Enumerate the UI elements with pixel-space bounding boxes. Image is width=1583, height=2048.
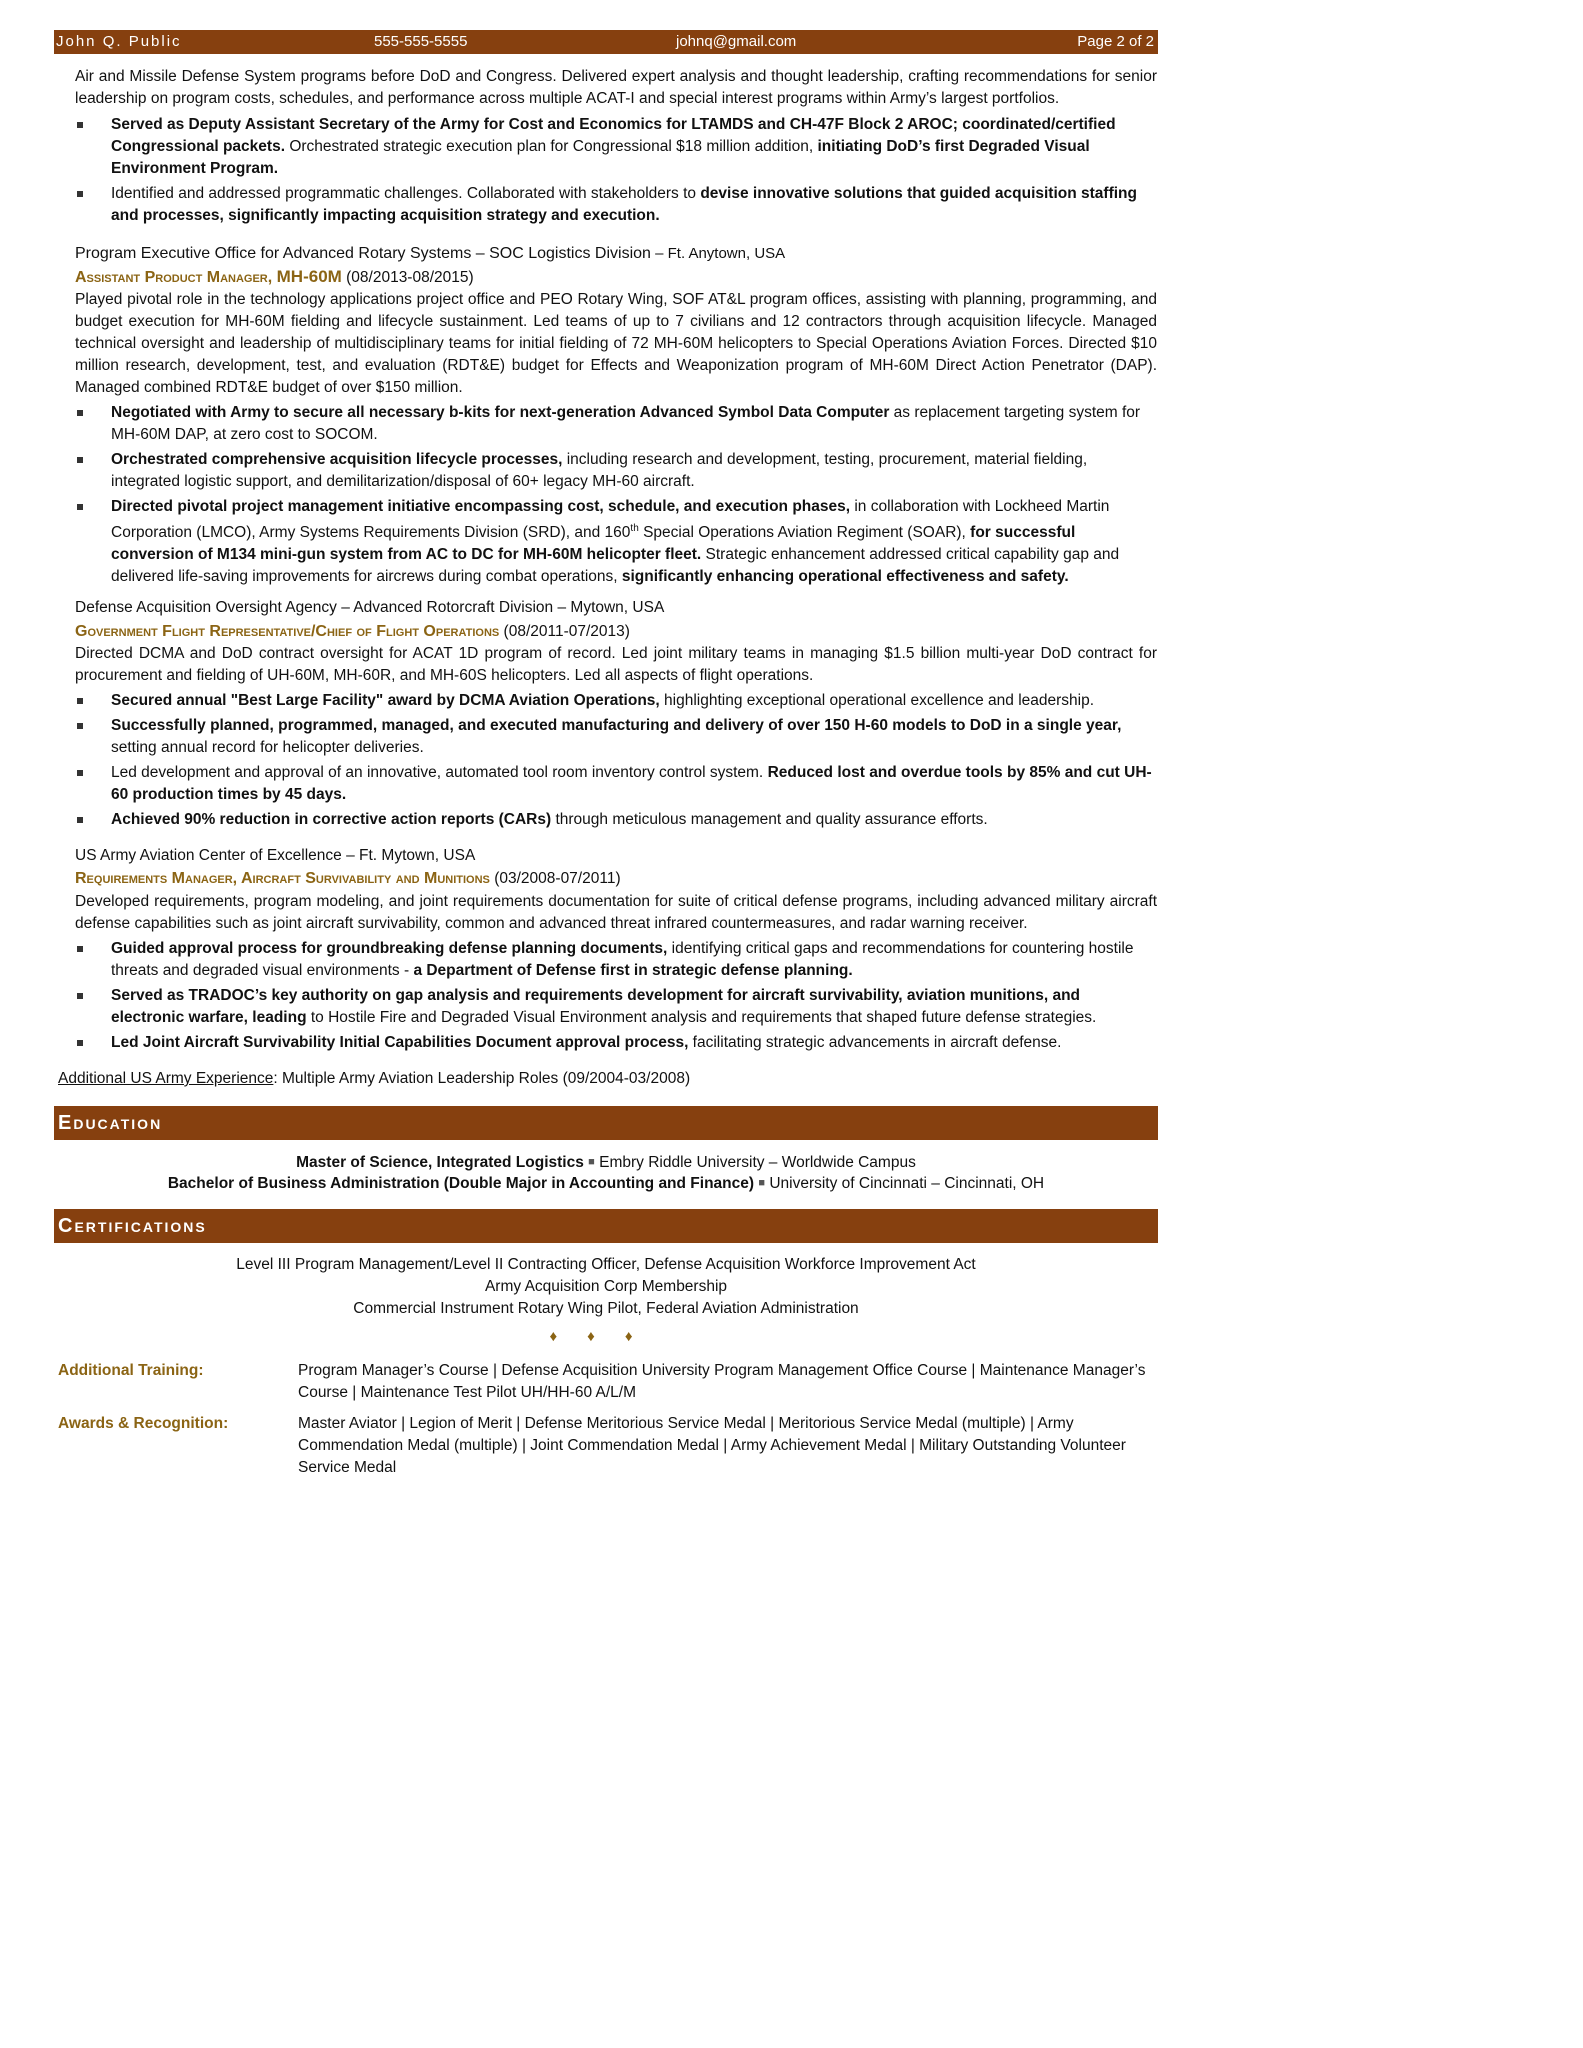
- list-item: Secured annual "Best Large Facility" award by DCMA Aviation Operations, highlighting exceptional operational excellence and leadership.: [75, 690, 1157, 712]
- list-item: Achieved 90% reduction in corrective action reports (CARs) through meticulous management and quality assurance efforts.: [75, 809, 1157, 831]
- bullet-icon: [77, 410, 83, 416]
- job2-org: Defense Acquisition Oversight Agency – Advanced Rotorcraft Division – Mytown, USA: [75, 599, 665, 616]
- job3-org: US Army Aviation Center of Excellence – Ft. Mytown, USA: [75, 847, 476, 864]
- job3-summary: Developed requirements, program modeling, and joint requirements documentation for suite of critical defense programs, including advanced military aircraft defense capabilities such as joint aircraft survivability, common and advanced threat infrared countermeasures, and radar warning receiver.: [75, 893, 1157, 932]
- header-bar: [54, 30, 1158, 54]
- job3-bullets: [75, 938, 1157, 1057]
- carry-over-bullets: [75, 114, 1157, 230]
- bullet-icon: [77, 698, 83, 704]
- bullet-icon: [77, 723, 83, 729]
- education-heading: Education: [58, 1112, 163, 1134]
- bullet-icon: [77, 504, 83, 510]
- certification-item: Army Acquisition Corp Membership: [484, 1278, 728, 1295]
- bullet-icon: [77, 191, 83, 197]
- certification-item: Commercial Instrument Rotary Wing Pilot, Federal Aviation Administration: [353, 1300, 859, 1317]
- job3-role: Requirements Manager, Aircraft Survivability and Munitions (03/2008-07/2011): [75, 870, 621, 887]
- job1-bullets: [75, 402, 1157, 591]
- job1-role: Assistant Product Manager, MH-60M (08/2013-08/2015): [75, 267, 474, 286]
- carry-over-intro: Air and Missile Defense System programs before DoD and Congress. Delivered expert analysis and thought leadership, crafting recommendations for senior leadership on program costs, schedules, and performance across multiple ACAT-I and special interest programs within Army’s largest portfolios.: [75, 68, 1157, 107]
- square-separator-icon: ■: [758, 1177, 766, 1189]
- list-item: Orchestrated comprehensive acquisition lifecycle processes, including research and development, testing, procurement, material fielding, integrated logistic support, and demilitarization/disposal of 60+ legacy MH-60 aircraft.: [75, 449, 1157, 493]
- education-heading-bar: [54, 1106, 1158, 1140]
- list-item: Directed pivotal project management initiative encompassing cost, schedule, and execution phases, in collaboration with Lockheed Martin Corporation (LMCO), Army Systems Requirements Division (SRD), and 160th Special Operations Aviation Regiment (SOAR), for successful conversion of M134 mini-gun system from AC to DC for MH-60M helicopter fleet. Strategic enhancement addressed critical capability gap and delivered life-saving improvements for aircrews during combat operations, significantly enhancing operational effectiveness and safety.: [75, 496, 1157, 588]
- list-item: Led Joint Aircraft Survivability Initial Capabilities Document approval process, facilitating strategic advancements in aircraft defense.: [75, 1032, 1157, 1054]
- list-item: Successfully planned, programmed, managed, and executed manufacturing and delivery of over 150 H-60 models to DoD in a single year, setting annual record for helicopter deliveries.: [75, 715, 1157, 759]
- list-item: Negotiated with Army to secure all necessary b-kits for next-generation Advanced Symbol Data Computer as replacement targeting system for MH-60M DAP, at zero cost to SOCOM.: [75, 402, 1157, 446]
- list-item: Guided approval process for groundbreaking defense planning documents, identifying critical gaps and recommendations for countering hostile threats and degraded visual environments - a Department of Defense first in strategic defense planning.: [75, 938, 1157, 982]
- education-line-1: Master of Science, Integrated Logistics ■ Embry Riddle University – Worldwide Campus: [296, 1154, 916, 1171]
- education-line-2: Bachelor of Business Administration (Double Major in Accounting and Finance) ■ University of Cincinnati – Cincinnati, OH: [167, 1175, 1045, 1192]
- job2-bullets: [75, 690, 1157, 834]
- training-label: Additional Training:: [58, 1362, 204, 1379]
- bullet-icon: [77, 817, 83, 823]
- bullet-icon: [77, 457, 83, 463]
- certifications-heading: Certifications: [58, 1215, 207, 1237]
- header-phone: 555-555-5555: [374, 33, 468, 50]
- job1-org: Program Executive Office for Advanced Rotary Systems – SOC Logistics Division – Ft. Anytown, USA: [75, 245, 786, 262]
- certifications-heading-bar: [54, 1209, 1158, 1243]
- awards-label: Awards & Recognition:: [58, 1415, 229, 1432]
- list-item: Identified and addressed programmatic challenges. Collaborated with stakeholders to devise innovative solutions that guided acquisition staffing and processes, significantly impacting acquisition strategy and execution.: [75, 183, 1157, 227]
- awards-value: Master Aviator | Legion of Merit | Defense Meritorious Service Medal | Meritorious Service Medal (multiple) | Army Commendation Medal (multiple) | Joint Commendation Medal | Army Achievement Medal | Military Outstanding Volunteer Service Medal: [298, 1415, 1126, 1476]
- job1-summary: Played pivotal role in the technology applications project office and PEO Rotary Wing, SOF AT&L program offices, assisting with planning, programming, and budget execution for MH-60M fielding and lifecycle sustainment. Led teams of up to 7 civilians and 12 contractors through acquisition lifecycle. Managed technical oversight and leadership of multidisciplinary teams for initial fielding of 72 MH-60M helicopters to Special Operations Aviation Forces. Directed $10 million research, development, test, and evaluation (RDT&E) budget for Effects and Weaponization program of MH-60M Direct Action Penetrator (DAP). Managed combined RDT&E budget of over $150 million.: [75, 291, 1157, 396]
- bullet-icon: [77, 1040, 83, 1046]
- header-email[interactable]: johnq@gmail.com: [676, 33, 797, 50]
- bullet-icon: [77, 122, 83, 128]
- bullet-icon: [77, 770, 83, 776]
- certification-item: Level III Program Management/Level II Contracting Officer, Defense Acquisition Workforce Improvement Act: [236, 1256, 976, 1273]
- list-item: Led development and approval of an innovative, automated tool room inventory control system. Reduced lost and overdue tools by 85% and cut UH-60 production times by 45 days.: [75, 762, 1157, 806]
- header-name: John Q. Public: [56, 33, 182, 50]
- bullet-icon: [77, 993, 83, 999]
- list-item: Served as Deputy Assistant Secretary of the Army for Cost and Economics for LTAMDS and CH-47F Block 2 AROC; coordinated/certified Congressional packets. Orchestrated strategic execution plan for Congressional $18 million addition, initiating DoD’s first Degraded Visual Environment Program.: [75, 114, 1157, 180]
- square-separator-icon: ■: [588, 1156, 595, 1168]
- list-item: Served as TRADOC’s key authority on gap analysis and requirements development for aircraft survivability, aviation munitions, and electronic warfare, leading to Hostile Fire and Degraded Visual Environment analysis and requirements that shaped future defense strategies.: [75, 985, 1157, 1029]
- page-number: Page 2 of 2: [1077, 33, 1154, 50]
- additional-experience: Additional US Army Experience: Multiple Army Aviation Leadership Roles (09/2004-03/2008): [58, 1070, 691, 1087]
- diamond-divider-icon: ♦♦♦: [549, 1328, 663, 1345]
- job2-summary: Directed DCMA and DoD contract oversight for ACAT 1D program of record. Led joint military teams in managing $1.5 billion multi-year DoD contract for procurement and fielding of UH-60M, MH-60R, and MH-60S helicopters. Led all aspects of flight operations.: [75, 645, 1157, 684]
- job2-role: Government Flight Representative/Chief of Flight Operations (08/2011-07/2013): [75, 623, 630, 640]
- bullet-icon: [77, 946, 83, 952]
- training-value: Program Manager’s Course | Defense Acquisition University Program Management Office Course | Maintenance Manager’s Course | Maintenance Test Pilot UH/HH-60 A/L/M: [298, 1362, 1146, 1401]
